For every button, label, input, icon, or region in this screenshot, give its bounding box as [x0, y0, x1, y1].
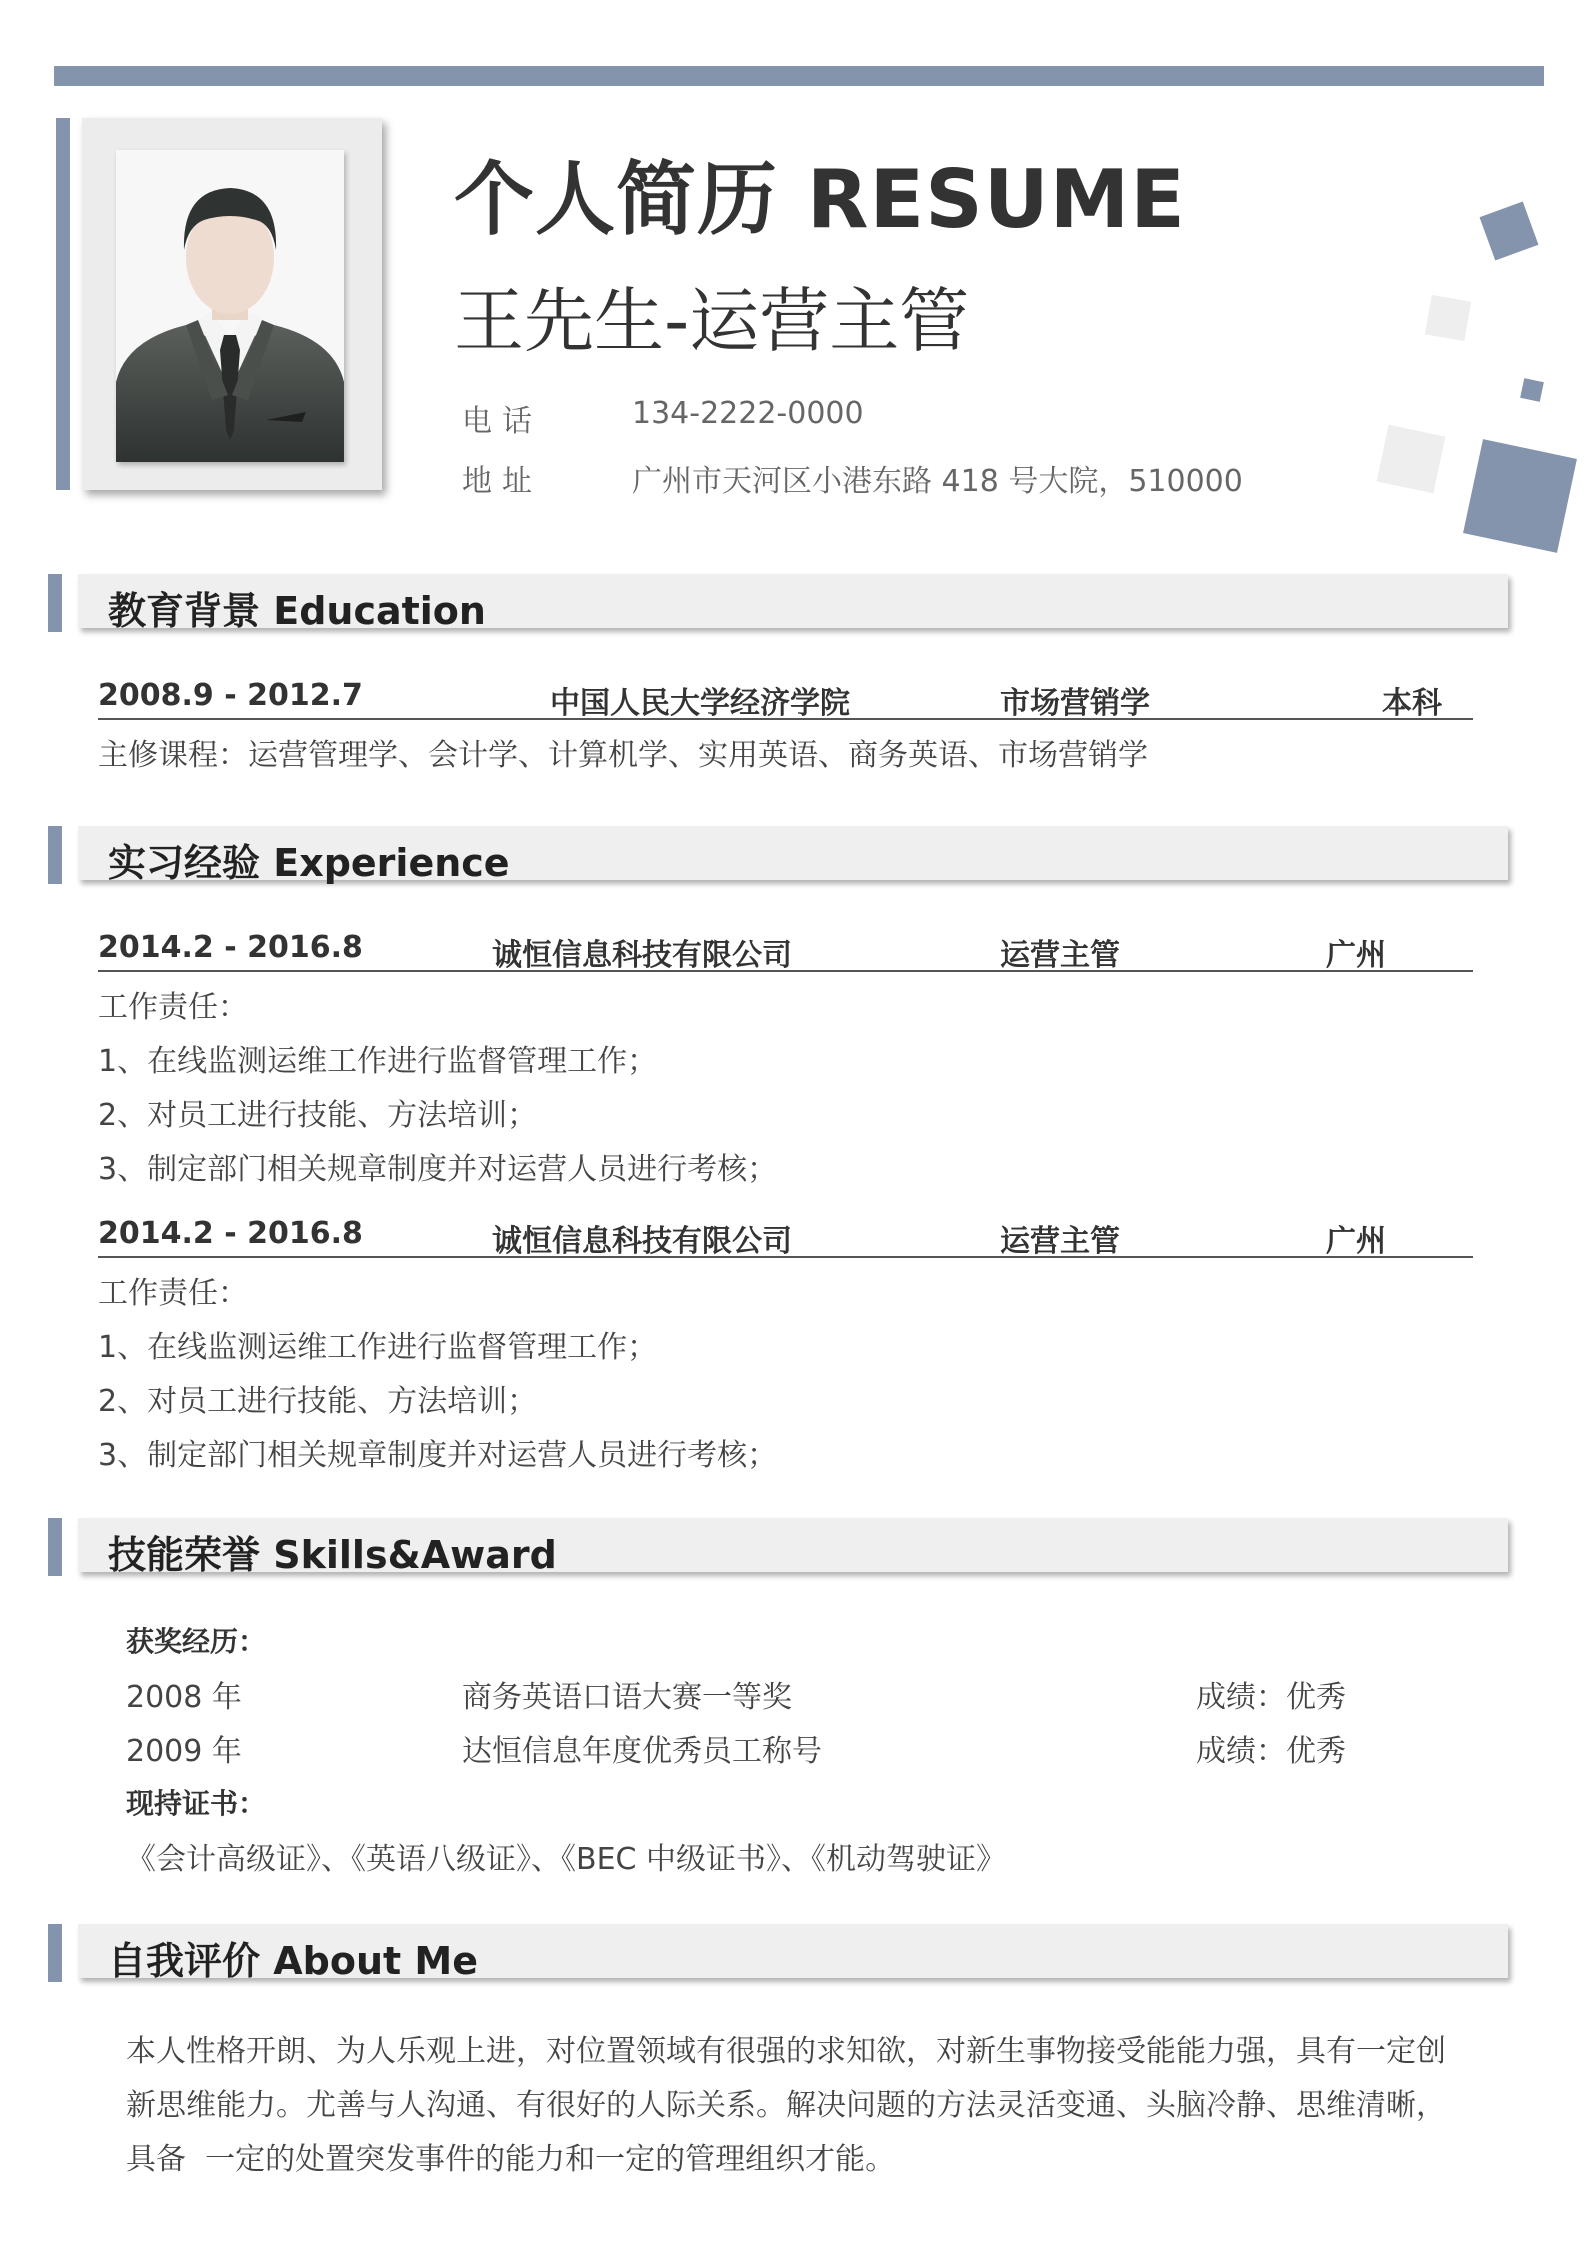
experience-company: 诚恒信息科技有限公司 — [492, 938, 792, 973]
duty-item: 1、在线监测运维工作进行监督管理工作； — [98, 1330, 658, 1365]
section-education — [48, 574, 1508, 632]
award-result: 成绩：优秀 — [1196, 1734, 1346, 1769]
page-subtitle: 王先生-运营主管 — [454, 280, 970, 362]
experience-city: 广州 — [1326, 938, 1386, 973]
decor-square — [1480, 202, 1539, 261]
experience-row — [98, 1210, 1473, 1258]
section-title: 自我评价 About Me — [108, 1939, 478, 1983]
education-courses: 主修课程：运营管理学、会计学、计算机学、实用英语、商务英语、市场营销学 — [98, 738, 1148, 773]
education-major: 市场营销学 — [1000, 686, 1150, 721]
top-accent-bar — [54, 66, 1544, 86]
section-accent-bar — [48, 1518, 62, 1576]
section-title: 技能荣誉 Skills&Award — [108, 1533, 557, 1577]
contact-label-phone: 电话 — [462, 404, 542, 439]
section-skills — [48, 1518, 1508, 1576]
decor-square — [1377, 425, 1446, 494]
experience-position: 运营主管 — [1000, 938, 1120, 973]
avatar — [116, 150, 344, 462]
award-name: 商务英语口语大赛一等奖 — [462, 1680, 792, 1715]
award-name: 达恒信息年度优秀员工称号 — [462, 1734, 822, 1769]
experience-city: 广州 — [1326, 1224, 1386, 1259]
contact-value-address: 广州市天河区小港东路 418 号大院，510000 — [632, 464, 1243, 499]
contact-value-phone: 134-2222-0000 — [632, 396, 864, 431]
award-year: 2009 年 — [126, 1734, 242, 1769]
duties-title: 工作责任： — [98, 990, 248, 1025]
section-accent-bar — [48, 1924, 62, 1982]
education-row — [98, 672, 1473, 720]
duties-title: 工作责任： — [98, 1276, 248, 1311]
about-line: 具备 一定的处置突发事件的能力和一定的管理组织才能。 — [126, 2142, 896, 2177]
certs-title: 现持证书： — [126, 1787, 267, 1820]
photo-accent-bar — [56, 118, 70, 490]
experience-period: 2014.2 - 2016.8 — [98, 1216, 363, 1251]
section-accent-bar — [48, 826, 62, 884]
section-accent-bar — [48, 574, 62, 632]
decor-square — [1425, 295, 1471, 341]
awards-title: 获奖经历： — [126, 1625, 267, 1658]
duty-item: 2、对员工进行技能、方法培训； — [98, 1384, 538, 1419]
award-result: 成绩：优秀 — [1196, 1680, 1346, 1715]
education-school: 中国人民大学经济学院 — [550, 686, 850, 721]
duty-item: 2、对员工进行技能、方法培训； — [98, 1098, 538, 1133]
page-title: 个人简历 RESUME — [454, 153, 1186, 246]
duty-item: 3、制定部门相关规章制度并对运营人员进行考核； — [98, 1438, 778, 1473]
section-about — [48, 1924, 1508, 1982]
about-line: 新思维能力。尤善与人沟通、有很好的人际关系。解决问题的方法灵活变通、头脑冷静、思维清晰， — [126, 2088, 1446, 2123]
decor-square — [1520, 378, 1544, 402]
experience-position: 运营主管 — [1000, 1224, 1120, 1259]
duty-item: 3、制定部门相关规章制度并对运营人员进行考核； — [98, 1152, 778, 1187]
about-line: 本人性格开朗、为人乐观上进，对位置领域有很强的求知欲，对新生事物接受能能力强，具有一定创 — [126, 2034, 1446, 2069]
experience-company: 诚恒信息科技有限公司 — [492, 1224, 792, 1259]
education-degree: 本科 — [1382, 686, 1442, 721]
contact-label-address: 地址 — [462, 464, 542, 499]
decor-square — [1463, 439, 1577, 553]
section-title: 实习经验 Experience — [108, 841, 510, 885]
section-title: 教育背景 Education — [108, 589, 486, 633]
experience-period: 2014.2 - 2016.8 — [98, 930, 363, 965]
duty-item: 1、在线监测运维工作进行监督管理工作； — [98, 1044, 658, 1079]
education-period: 2008.9 - 2012.7 — [98, 678, 363, 713]
certs-list: 《会计高级证》、《英语八级证》、《BEC 中级证书》、《机动驾驶证》 — [126, 1842, 1007, 1877]
section-experience — [48, 826, 1508, 884]
award-year: 2008 年 — [126, 1680, 242, 1715]
person-silhouette-icon — [116, 150, 344, 462]
experience-row — [98, 924, 1473, 972]
